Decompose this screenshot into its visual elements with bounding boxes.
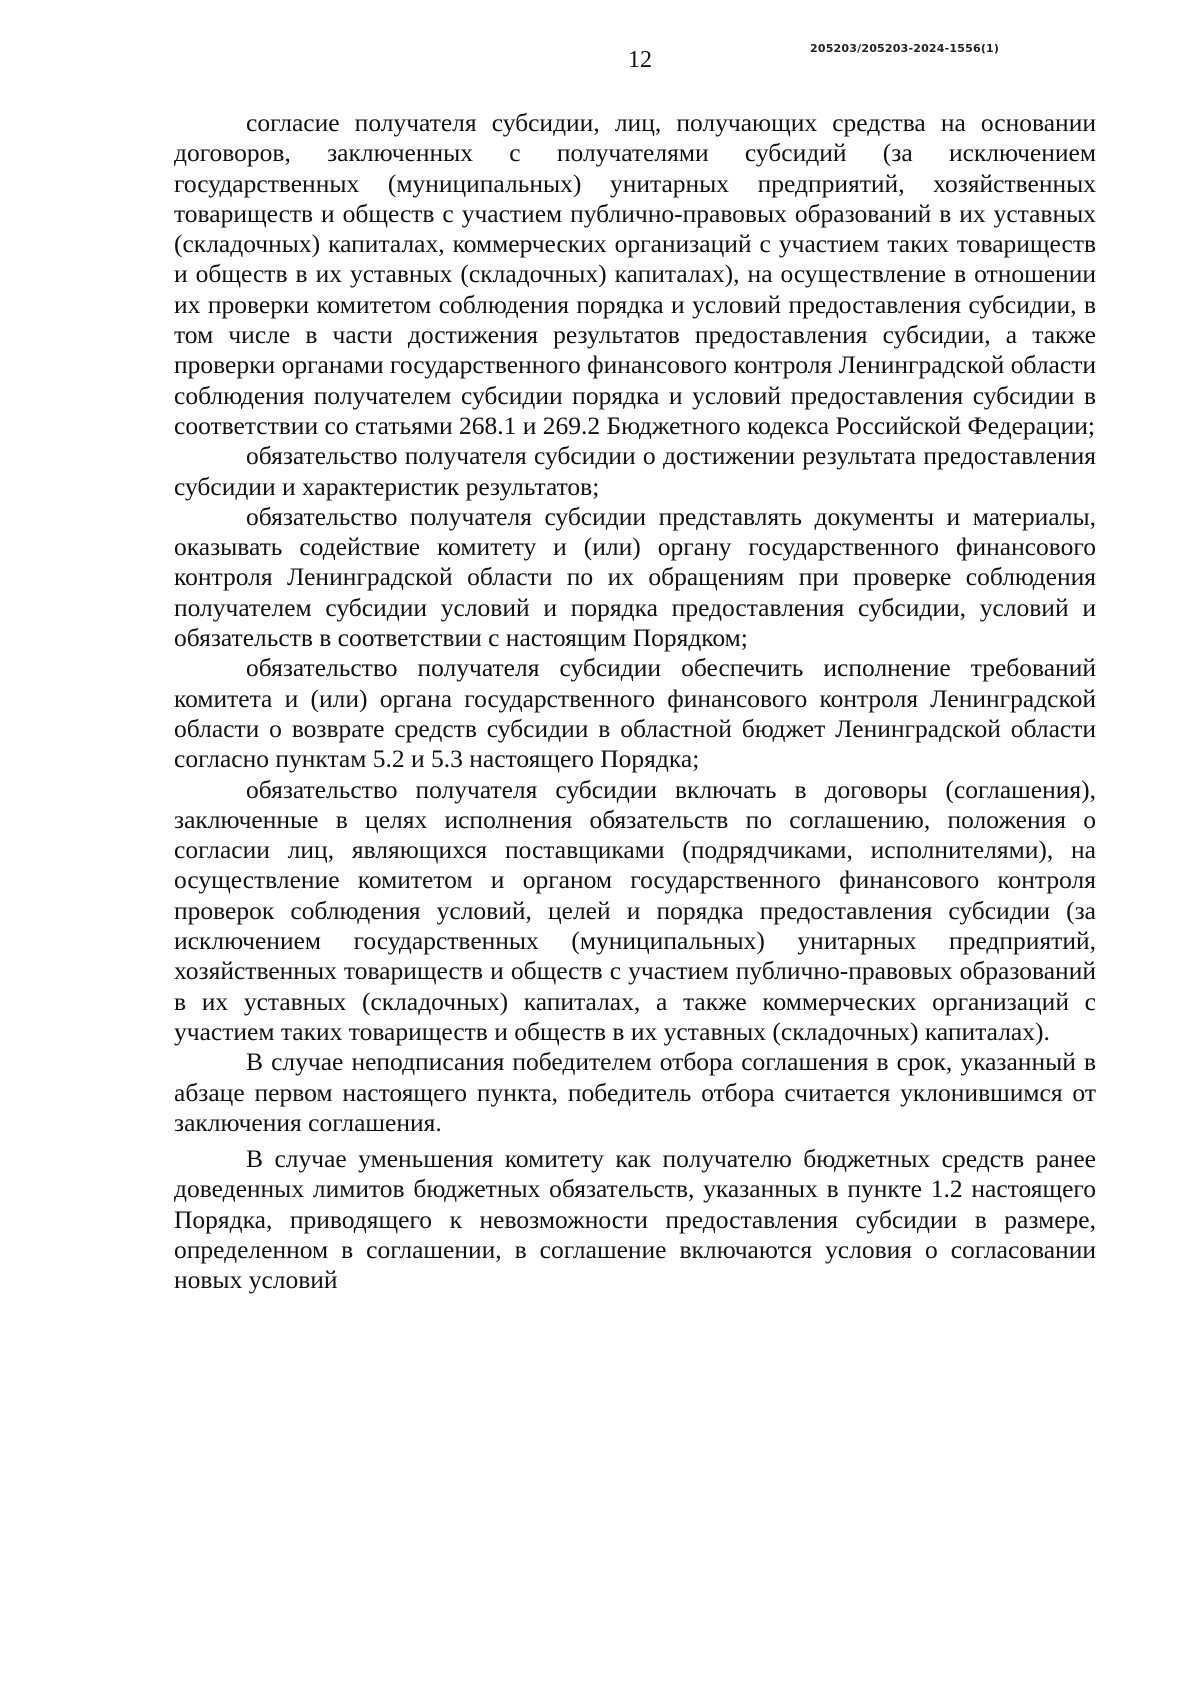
paragraph-contracts-obligation: обязательство получателя субсидии включать в договоры (соглашения), заключенные в целях исполнения обязательств по соглашению, положения о согласии лиц, являющихся поставщиками (подрядчиками, исполнителями), на осуществление комитетом и органом государственного финансового контроля проверок соблюдения условий, целей и порядка предоставления субсидии (за исключением государственных (муниципальных) унитарных предприятий, хозяйственных товариществ и обществ с участием публично-правовых образований в их уставных (складочных) капиталах, а также коммерческих организаций с участием таких товариществ и обществ в их уставных (складочных) капиталах). <box>174 774 1096 1046</box>
document-body <box>174 108 1096 1296</box>
page-number: 12 <box>628 47 652 73</box>
paragraph-consent: согласие получателя субсидии, лиц, получающих средства на основании договоров, заключенных с получателями субсидий (за исключением государственных (муниципальных) унитарных предприятий, хозяйственных товариществ и обществ с участием публично-правовых образований в их уставных (складочных) капиталах, коммерческих организаций с участием таких товариществ и обществ в их уставных (складочных) капиталах), на осуществление в отношении их проверки комитетом соблюдения порядка и условий предоставления субсидии, в том числе в части достижения результатов предоставления субсидии, а также проверки органами государственного финансового контроля Ленинградской области соблюдения получателем субсидии порядка и условий предоставления субсидии в соответствии со статьями 268.1 и 269.2 Бюджетного кодекса Российской Федерации; <box>174 108 1096 440</box>
paragraph-refund-obligation: обязательство получателя субсидии обеспечить исполнение требований комитета и (или) органа государственного финансового контроля Ленинградской области о возврате средств субсидии в областной бюджет Ленинградской области согласно пунктам 5.2 и 5.3 настоящего Порядка; <box>174 653 1096 774</box>
paragraph-result-obligation: обязательство получателя субсидии о достижении результата предоставления субсидии и характеристик результатов; <box>174 441 1096 501</box>
paragraph-non-signing: В случае неподписания победителем отбора соглашения в срок, указанный в абзаце первом настоящего пункта, победитель отбора считается уклонившимся от заключения соглашения. <box>174 1047 1096 1137</box>
paragraph-documents-obligation: обязательство получателя субсидии представлять документы и материалы, оказывать содействие комитету и (или) органу государственного финансового контроля Ленинградской области по их обращениям при проверке соблюдения получателем субсидии условий и порядка предоставления субсидии, условий и обязательств в соответствии с настоящим Порядком; <box>174 501 1096 653</box>
document-id: 205203/205203-2024-1556(1) <box>810 42 1000 55</box>
paragraph-limits-reduction: В случае уменьшения комитету как получателю бюджетных средств ранее доведенных лимитов бюджетных обязательств, указанных в пункте 1.2 настоящего Порядка, приводящего к невозможности предоставления субсидии в размере, определенном в соглашении, в соглашение включаются условия о согласовании новых условий <box>174 1144 1096 1295</box>
